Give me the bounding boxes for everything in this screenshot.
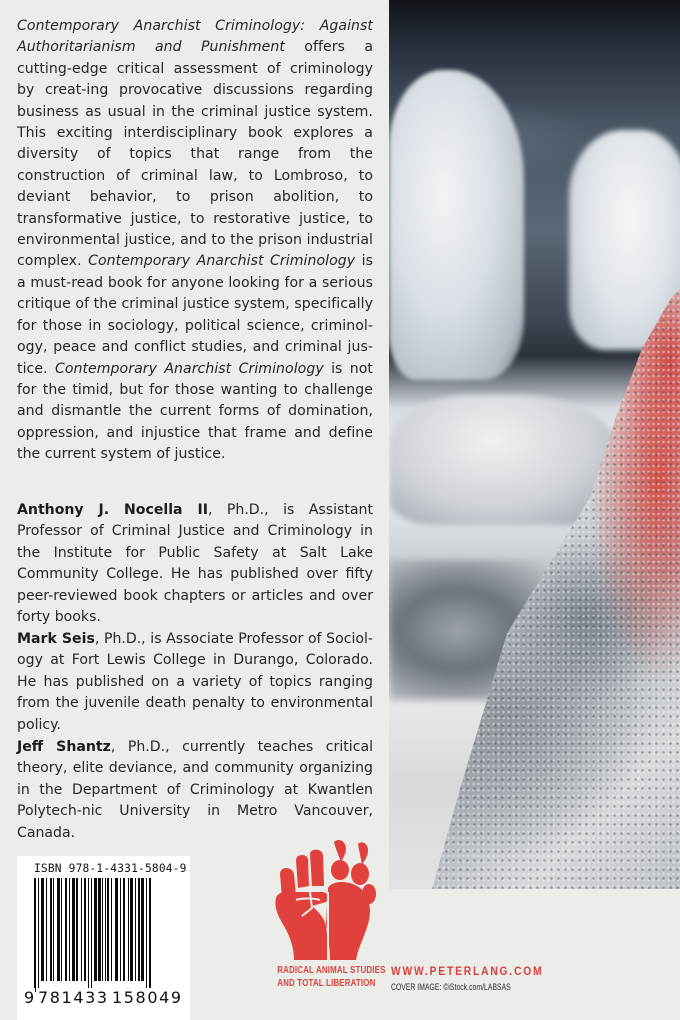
series-logo xyxy=(272,836,378,962)
blurb-text-2: is a must-read book for anyone looking for a serious critique of the criminal justice system, specifically for those in sociology, political science, criminol-ogy, peace and conflict studies, and criminal jus-tice. xyxy=(17,253,373,377)
ean-group-left: 781433 xyxy=(38,988,109,1007)
author-name: Jeff Shantz xyxy=(17,739,111,755)
photo-rock xyxy=(389,70,524,380)
blurb-text-3: is not for the timid, but for those wanting to challenge and dismantle the current forms of domination, oppression, and injustice that frame and define the current system of justice. xyxy=(17,360,374,463)
author-bio-shantz xyxy=(17,737,373,844)
blurb xyxy=(17,16,373,466)
series-name-line2: AND TOTAL LIBERATION xyxy=(277,978,376,989)
series-logo-caption xyxy=(277,964,386,990)
author-bio-nocella xyxy=(17,500,373,628)
isbn-barcode xyxy=(17,856,190,1020)
barcode-bars xyxy=(34,878,184,992)
blurb-paragraph xyxy=(17,16,373,466)
book-title-short-1: Contemporary Anarchist Criminology xyxy=(88,253,356,270)
author-name: Anthony J. Nocella II xyxy=(17,502,208,518)
cover-photo xyxy=(389,0,680,889)
author-bio-text: , Ph.D., currently teaches critical theory, elite deviance, and community organizing in the Department of Criminology at Kwantlen Polytech-nic University in Metro Vancouver, Canada. xyxy=(17,739,374,841)
blurb-text-1: offers a cutting-edge critical assessment of criminology by creat-ing provocative discussions regarding business as usual in the criminal justice system. This exciting interdisciplinary book explores a diversity of topics that range from the construction of criminal law, to Lombroso, to deviant behavior, to prison abolition, to transformative justice, to restorative justice, to environmental justice, and to the prison industrial complex. xyxy=(17,39,374,270)
publisher-url[interactable]: WWW.PETERLANG.COM xyxy=(391,964,544,978)
book-title-italic: Contemporary Anarchist Criminology: Against Authoritarianism and Punishment xyxy=(17,18,373,56)
author-bio-text: , Ph.D., is Assistant Professor of Criminal Justice and Criminology in the Institute for Public Safety at Salt Lake Community College. He has published over fifty peer-reviewed book chapters or articles and over forty books. xyxy=(17,502,373,626)
book-title-short-2: Contemporary Anarchist Criminology xyxy=(54,360,324,377)
photo-rock xyxy=(389,395,619,525)
isbn-label: ISBN 978-1-4331-5804-9 xyxy=(34,862,187,875)
cover-image-credit: COVER IMAGE: ©iStock.com/LABSAS xyxy=(391,981,511,992)
ean-group-right: 158049 xyxy=(112,988,183,1007)
series-name-line1: RADICAL ANIMAL STUDIES xyxy=(277,965,386,976)
raised-fist-paw-icon xyxy=(272,836,378,962)
author-name: Mark Seis xyxy=(17,631,95,647)
ean-first-digit: 9 xyxy=(24,988,35,1007)
author-bio-text: , Ph.D., is Associate Professor of Sociol-ogy at Fort Lewis College in Durango, Colorado. He has published on a variety of topics ranging from the juvenile death penalty to environmental policy. xyxy=(17,631,374,733)
author-bio-seis xyxy=(17,629,373,736)
